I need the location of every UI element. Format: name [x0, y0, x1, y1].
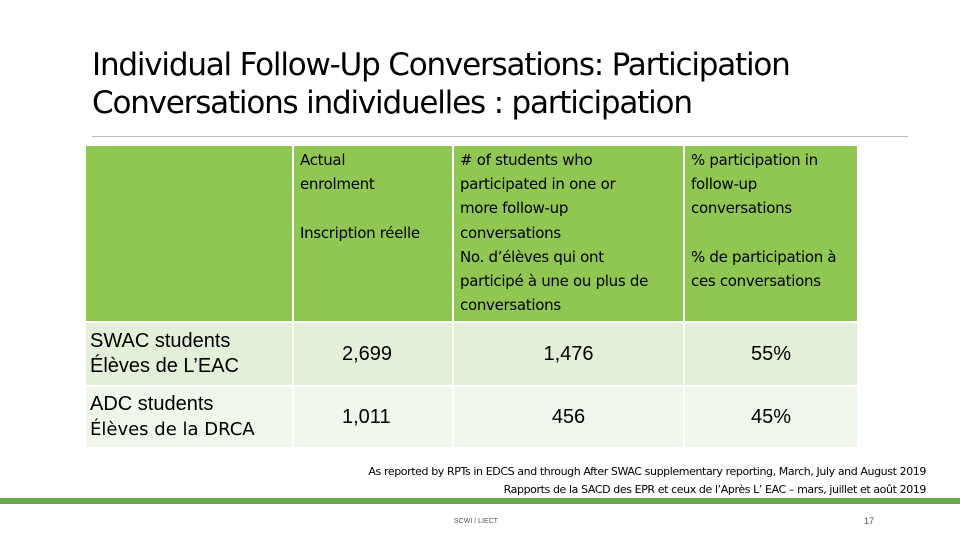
- table-row: [86, 322, 858, 386]
- title-divider: [92, 136, 908, 137]
- cell-participated: 456: [453, 386, 684, 448]
- cell-percent: 55%: [684, 322, 858, 386]
- cell-enrolment: 1,011: [293, 386, 453, 448]
- slide-title-french: Conversations individuelles : participation: [92, 85, 692, 121]
- row-label-english: ADC students: [90, 393, 214, 415]
- header-enrolment-text: Actual enrolment Inscription réelle: [300, 151, 420, 242]
- slide-title-english: Individual Follow-Up Conversations: Participation: [92, 47, 790, 83]
- source-note-english: As reported by RPTs in EDCS and through After SWAC supplementary reporting, March, July and August 2019: [368, 465, 926, 478]
- row-label-swac: [86, 322, 293, 386]
- source-note-french: Rapports de la SACD des EPR et ceux de l’Après L’ EAC – mars, juillet et août 2019: [503, 483, 926, 496]
- cell-enrolment: 2,699: [293, 322, 453, 386]
- source-note: [368, 463, 926, 499]
- header-empty-cell: [86, 146, 293, 322]
- row-label-english: SWAC students: [90, 330, 231, 352]
- table-row: [86, 386, 858, 448]
- cell-participated: 1,476: [453, 322, 684, 386]
- header-enrolment: [293, 146, 453, 322]
- footer-bar: [0, 498, 960, 504]
- table-header-row: [86, 146, 858, 322]
- footer-label: SCWI / LIECT: [454, 518, 498, 525]
- row-label-adc: [86, 386, 293, 448]
- header-participated: [453, 146, 684, 322]
- cell-percent: 45%: [684, 386, 858, 448]
- page-number: 17: [864, 516, 875, 526]
- row-label-french: Élèves de la DRCA: [90, 419, 255, 440]
- row-label-french: Élèves de L’EAC: [90, 355, 239, 377]
- slide-title: [92, 46, 932, 122]
- header-percent: [684, 146, 858, 322]
- participation-table: [86, 146, 859, 449]
- header-participated-text: # of students who participated in one or more follow-up conversations No. d’élèves qui ont participé à une ou plus de conversations: [460, 151, 649, 315]
- header-percent-text: % participation in follow-up conversations % de participation à ces conversations: [691, 151, 837, 291]
